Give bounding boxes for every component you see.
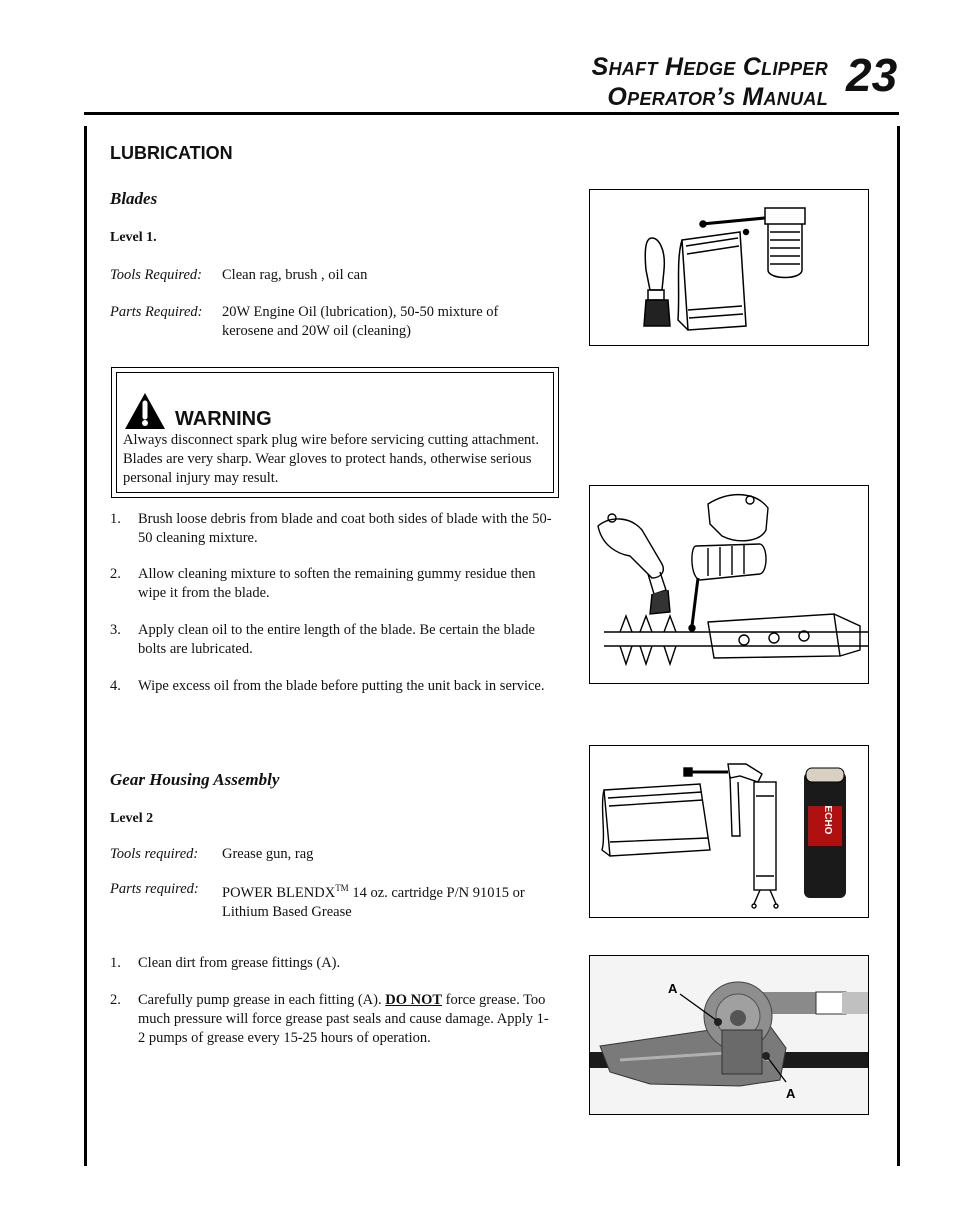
page-number: 23 — [846, 49, 898, 101]
gear-parts-value: POWER BLENDX™ 14 oz. cartridge P/N 91015 or Lithium Based Grease — [222, 883, 525, 920]
figure-gear-housing — [589, 955, 869, 1115]
gear-step-1: 1. Clean dirt from grease fittings (A). — [110, 955, 341, 971]
warning-title: WARNING — [175, 408, 272, 430]
figure-tools-blades — [589, 189, 869, 346]
gear-parts-label: Parts required: — [110, 881, 199, 897]
blade-step-2: 2. Allow cleaning mixture to soften the remaining gummy residue then wipe it from the blade. — [110, 566, 536, 601]
rag-brush-oilcan-illustration — [590, 190, 868, 345]
right-margin-rule — [897, 126, 900, 1166]
gear-step-2: 2. Carefully pump grease in each fitting (A). DO NOT force grease. Too much pressure will force grease past seals and cause damage. Apply 1-2 pumps of grease every 15-25 hours of operation. — [110, 992, 549, 1046]
gear-tools-value: Grease gun, rag — [222, 846, 314, 862]
gear-housing-photo-illustration — [590, 956, 868, 1114]
blades-level: Level 1. — [110, 230, 157, 245]
fitting-label-bottom: A — [786, 1086, 796, 1101]
blades-parts-label: Parts Required: — [110, 304, 203, 320]
gear-subtitle: Gear Housing Assembly — [110, 770, 280, 789]
blades-subtitle: Blades — [110, 189, 158, 208]
figure-cleaning-blade — [589, 485, 869, 684]
fitting-label-top: A — [668, 981, 678, 996]
figure-grease-tools — [589, 745, 869, 918]
blades-tools-value: Clean rag, brush , oil can — [222, 267, 368, 283]
section-title: LUBRICATION — [110, 143, 233, 163]
blades-tools-label: Tools Required: — [110, 267, 202, 283]
left-margin-rule — [84, 126, 87, 1166]
warning-text: Always disconnect spark plug wire before servicing cutting attachment. Blades are very sharp. Wear gloves to protect hands, otherwise serious personal injury may result. — [123, 432, 539, 486]
gear-tools-label: Tools required: — [110, 846, 199, 862]
header-rule — [84, 112, 899, 115]
hands-brush-oil-blade-illustration — [590, 486, 868, 683]
blade-step-4: 4. Wipe excess oil from the blade before putting the unit back in service. — [110, 678, 545, 694]
cartridge-brand-label: ECHO — [822, 805, 833, 835]
gear-level: Level 2 — [110, 811, 154, 826]
blades-parts-value: 20W Engine Oil (lubrication), 50-50 mixture of kerosene and 20W oil (cleaning) — [222, 304, 499, 339]
manual-title-line2: Operator’s Manual — [607, 83, 828, 111]
warning-triangle-icon — [123, 391, 167, 431]
manual-title-line1: Shaft Hedge Clipper — [591, 53, 828, 81]
rag-greasegun-cartridge-illustration — [590, 746, 868, 917]
blade-step-1: 1. Brush loose debris from blade and coat both sides of blade with the 50-50 cleaning mixture. — [110, 511, 552, 546]
manual-title — [592, 52, 828, 112]
warning-box — [111, 367, 559, 498]
blade-step-3: 3. Apply clean oil to the entire length of the blade. Be certain the blade bolts are lubricated. — [110, 622, 535, 657]
